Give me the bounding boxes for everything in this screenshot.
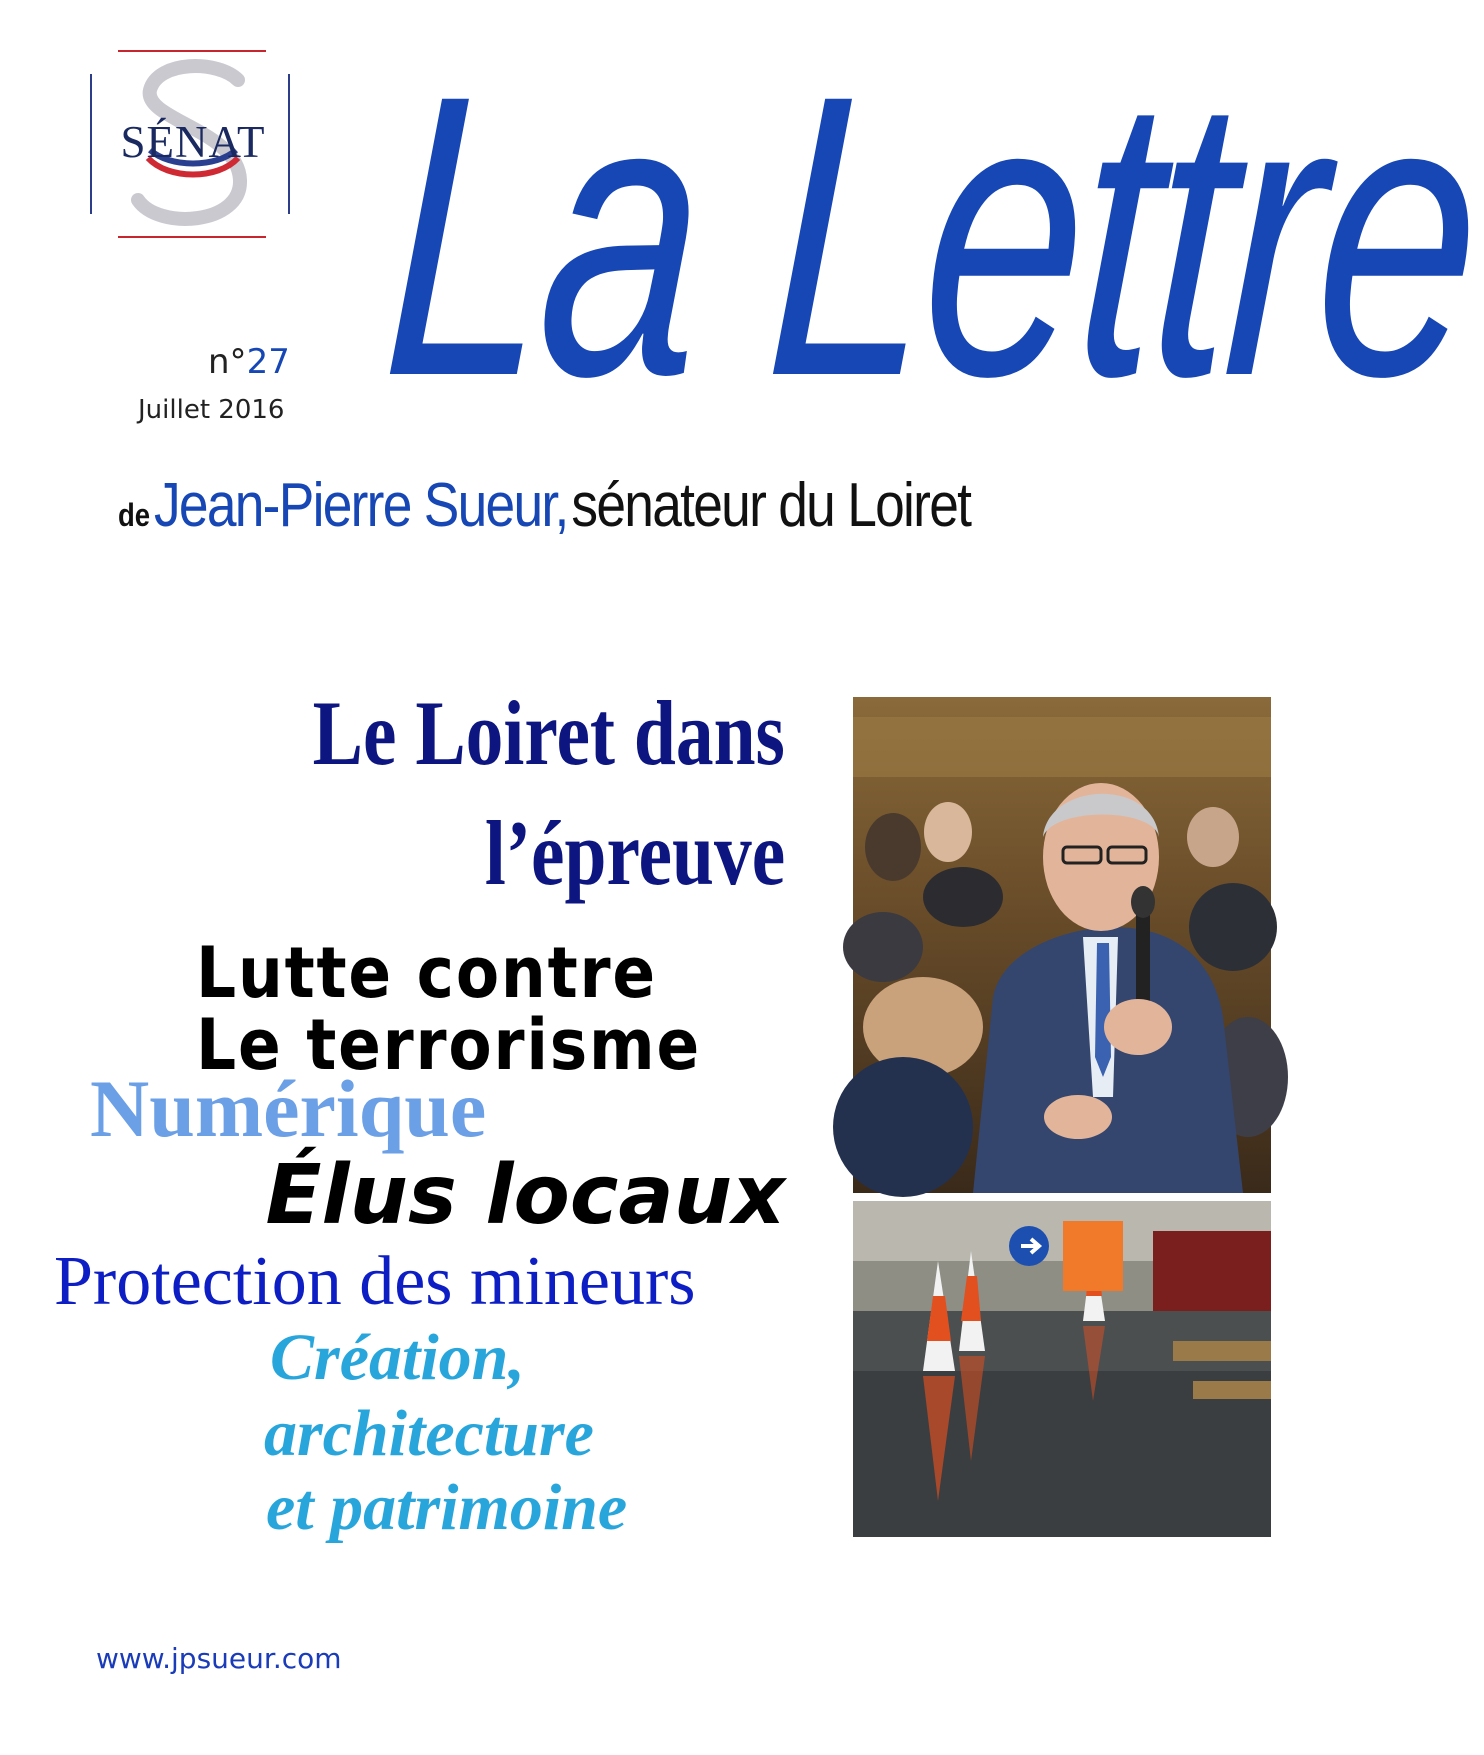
issue-number-prefix: n° xyxy=(208,342,247,382)
headline-lutte-line2: Le terrorisme xyxy=(196,1004,702,1086)
headline-creation-line1: Création, xyxy=(270,1321,525,1394)
issue-number-value: 27 xyxy=(246,342,290,382)
headline-creation-line3: et patrimoine xyxy=(266,1471,628,1544)
website-link[interactable]: www.jpsueur.com xyxy=(96,1642,342,1675)
headline-loiret-line1: Le Loiret dans xyxy=(312,682,785,784)
flooded-street-photo xyxy=(853,1201,1271,1537)
byline xyxy=(118,470,970,541)
byline-role: sénateur du Loiret xyxy=(571,471,971,540)
headline-numerique: Numérique xyxy=(90,1063,487,1154)
masthead-title: La Lettre xyxy=(376,12,1484,459)
headline-loiret-line2: l’épreuve xyxy=(484,802,785,904)
issue-number xyxy=(208,342,290,382)
byline-de: de xyxy=(118,497,151,533)
headline-protection-mineurs: Protection des mineurs xyxy=(54,1243,696,1320)
senat-logo xyxy=(88,50,298,240)
headline-elus-locaux: Élus locaux xyxy=(265,1148,785,1243)
logo-wordmark: SÉNAT xyxy=(120,117,266,167)
issue-date: Juillet 2016 xyxy=(138,395,285,425)
senator-speaking-photo xyxy=(853,697,1271,1193)
headline-lutte-line1: Lutte contre xyxy=(196,932,657,1014)
byline-name: Jean-Pierre Sueur, xyxy=(153,471,568,540)
headline-creation-line2: architecture xyxy=(264,1397,594,1470)
